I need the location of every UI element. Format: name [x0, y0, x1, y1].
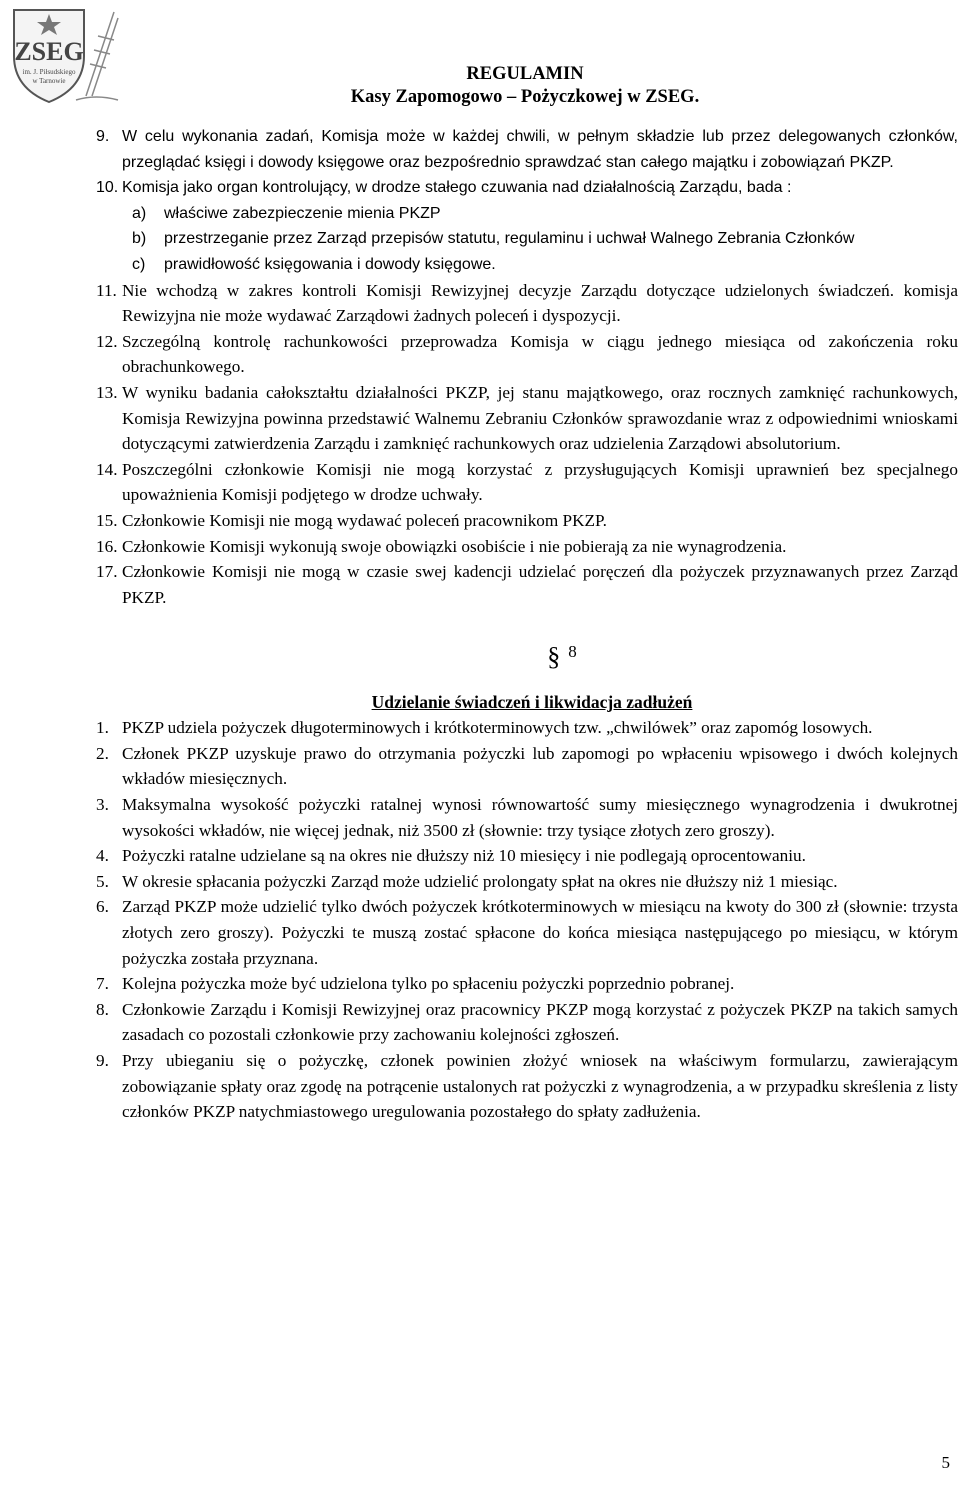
- svg-text:w Tarnowie: w Tarnowie: [32, 77, 66, 85]
- document-header: [300, 63, 750, 109]
- section-marker: [96, 637, 958, 689]
- list-item: 16. Członkowie Komisji wykonują swoje obowiązki osobiście i nie pobierają za nie wynagrodzenia.: [96, 536, 787, 556]
- svg-text:ZSEG: ZSEG: [14, 37, 84, 66]
- list-item: 4. Pożyczki ratalne udzielane są na okres nie dłuższy niż 10 miesięcy i nie podlegają oprocentowaniu.: [96, 846, 806, 866]
- list-item: 13. W wyniku badania całokształtu działalności PKZP, jej stanu majątkowego, oraz rocznych zamknięć rachunkowych, Komisja Rewizyjna powinna przedstawić Walnemu Zebraniu Członków sprawozdanie wraz z odpowiednimi wnioskami dotyczącymi zatwierdzenia Zarządu i zamknięć rachunkowych oraz udzielenia Zarządowi absolutorium.: [96, 382, 958, 454]
- list-item: 5. W okresie spłacania pożyczki Zarząd może udzielić prolongaty spłat na okres nie dłuższy niż 1 miesiąc.: [96, 871, 838, 891]
- page-number: 5: [941, 1453, 950, 1472]
- list-item: 3. Maksymalna wysokość pożyczki ratalnej wynosi równowartość sumy miesięcznego wynagrodzenia i dwukrotnej wysokości wkładów, nie więcej jednak, niż 3500 zł (słownie: trzy tysiące złotych zero groszy).: [96, 795, 958, 840]
- section-symbol: §: [547, 642, 561, 672]
- list-item: 7. Kolejna pożyczka może być udzielona tylko po spłaceniu pożyczki poprzednio pobranej.: [96, 974, 735, 994]
- list-item: 17. Członkowie Komisji nie mogą w czasie swej kadencji udzielać poręczeń dla pożyczek przyznawanych przez Zarząd PKZP.: [96, 562, 958, 607]
- sub-list-item: c) prawidłowość księgowania i dowody księgowe.: [132, 255, 496, 273]
- section-title: Udzielanie świadczeń i likwidacja zadłużeń: [371, 692, 693, 713]
- section-number: 8: [568, 642, 577, 662]
- list-item: 8. Członkowie Zarządu i Komisji Rewizyjnej oraz pracownicy PKZP mogą korzystać z pożyczek PKZP na takich samych zasadach co pozostali członkowie przy zachowaniu kolejności zgłoszeń.: [96, 999, 958, 1045]
- list-item: 9. W celu wykonania zadań, Komisja może w każdej chwili, w pełnym składzie lub przez delegowanych członków, przeglądać księgi i dowody księgowe oraz bezpośrednio sprawdzać stan całego majątku i zobowiązań PKZP.: [96, 128, 958, 171]
- sub-list-item: a) właściwe zabezpieczenie mienia PKZP: [132, 204, 441, 222]
- list-item: 10. Komisja jako organ kontrolujący, w drodze stałego czuwania nad działalnością Zarządu, bada :: [96, 179, 792, 197]
- list-item: 1. PKZP udziela pożyczek długoterminowych i krótkoterminowych tzw. „chwilówek” oraz zapomóg losowych.: [96, 718, 873, 738]
- document-subtitle: Kasy Zapomogowo – Pożyczkowej w ZSEG.: [350, 87, 700, 107]
- document-title: REGULAMIN: [466, 64, 584, 84]
- list-item: 11. Nie wchodzą w zakres kontroli Komisji Rewizyjnej decyzje Zarządu dotyczące udzielonych świadczeń. komisja Rewizyjna nie może wydawać Zarządowi żadnych poleceń i dyspozycji.: [96, 280, 958, 326]
- svg-text:im. J. Piłsudskiego: im. J. Piłsudskiego: [22, 68, 76, 76]
- list-item: 2. Członek PKZP uzyskuje prawo do otrzymania pożyczki lub zapomogi po wpłaceniu wpisowego i dwóch kolejnych wkładów miesięcznych.: [96, 743, 958, 789]
- list-item: 12. Szczególną kontrolę rachunkowości przeprowadza Komisja w ciągu jednego miesiąca od zakończenia roku obrachunkowego.: [96, 331, 958, 377]
- document-body: [96, 124, 958, 1125]
- list-item: 14. Poszczególni członkowie Komisji nie mogą korzystać z przysługujących Komisji uprawnień bez specjalnego upoważnienia Komisji podjętego w drodze uchwały.: [96, 459, 958, 505]
- list-item: 6. Zarząd PKZP może udzielić tylko dwóch pożyczek krótkoterminowych w miesiącu na kwoty do 300 zł (słownie: trzysta złotych zero groszy). Pożyczki te muszą zostać spłacone do końca miesiąca następującego po miesiącu, w którym pożyczka została przyznana.: [96, 897, 958, 968]
- school-logo: [6, 4, 124, 108]
- list-item: 9. Przy ubieganiu się o pożyczkę, członek powinien złożyć wniosek na właściwym formularzu, zawierającym zobowiązanie spłaty oraz zgodę na potrącenie ustalonych rat pożyczki z wynagrodzenia, a w przypadku skreślenia z listy członków PKZP natychmiastowego uregulowania pozostałego do spłaty zadłużenia.: [96, 1051, 958, 1122]
- list-item: 15. Członkowie Komisji nie mogą wydawać poleceń pracownikom PKZP.: [96, 510, 607, 530]
- sub-list-item: b) przestrzeganie przez Zarząd przepisów statutu, regulaminu i uchwał Walnego Zebrania Członków: [132, 230, 855, 248]
